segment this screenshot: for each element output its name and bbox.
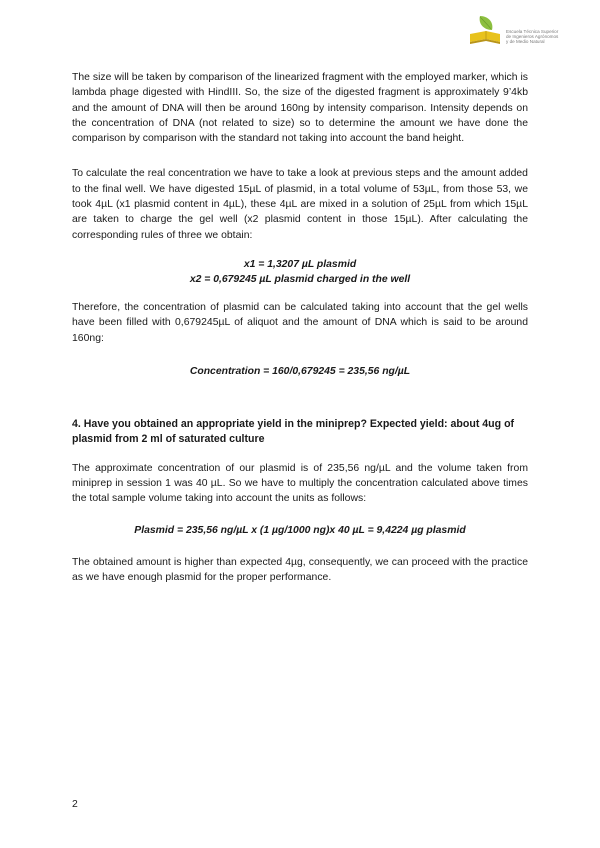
formula-x1: x1 = 1,3207 µL plasmid <box>243 258 357 270</box>
formula-concentration: Concentration = 160/0,679245 = 235,56 ng/µL <box>189 365 411 377</box>
institution-logo <box>466 14 588 48</box>
formula-x2: x2 = 0,679245 µL plasmid charged in the well <box>189 273 411 285</box>
question-4-heading: 4. Have you obtained an appropriate yield in the miniprep? Expected yield: about 4ug of plasmid from 2 ml of saturated culture <box>72 417 515 445</box>
logo-caption <box>506 29 558 45</box>
logo-line-2: de Ingenieros Agrónomos <box>506 34 559 40</box>
logo-line-1: Escuela Técnica Superior <box>506 29 559 34</box>
paragraph-miniprep-volume: The approximate concentration of our plasmid is of 235,56 ng/µL and the volume taken from miniprep in session 1 was 40 µL. So we have to multiply the concentration calculated above times the total sample volume taking into account the units as follows: <box>72 462 528 505</box>
paragraph-conclusion: The obtained amount is higher than expected 4µg, consequently, we can proceed with the practice as we have enough plasmid for the proper performance. <box>72 556 528 584</box>
logo-line-3: y de Medio Natural <box>506 39 545 45</box>
paragraph-size-comparison: The size will be taken by comparison of the linearized fragment with the employed marker, which is lambda phage digested with HindIII. So, the size of the digested fragment is approximately 9’4kb and the amount of DNA will then be around 160ng by intensity comparison. Intensity depends on the concentration of DNA (not related to size) so to determine the amount we have done the comparison by comparison with the standard not taking into account the band height. <box>72 72 528 145</box>
paragraph-gel-wells: Therefore, the concentration of plasmid can be calculated taking into account that the gel wells have been filled with 0,679245µL of aliquot and the amount of DNA which is said to be around 160ng: <box>72 301 528 344</box>
document-body <box>72 70 528 585</box>
formula-plasmid: Plasmid = 235,56 ng/µL x (1 µg/1000 ng)x 40 µL = 9,4224 µg plasmid <box>134 524 466 536</box>
leaf-book-icon <box>466 14 506 48</box>
paragraph-real-concentration: To calculate the real concentration we have to take a look at previous steps and the amount added to the final well. We have digested 15µL of plasmid, in a total volume of 53µL, from those 53, we took 4µL (x1 plasmid content in 4µL), these 4µL are mixed in a solution of 25µL from which 15µL are taken to charge the gel well (x2 plasmid content in those 15µL). After calculating the corresponding rules of three we obtain: <box>72 168 528 241</box>
page-number: 2 <box>72 799 78 810</box>
formula-block-x <box>72 257 528 287</box>
